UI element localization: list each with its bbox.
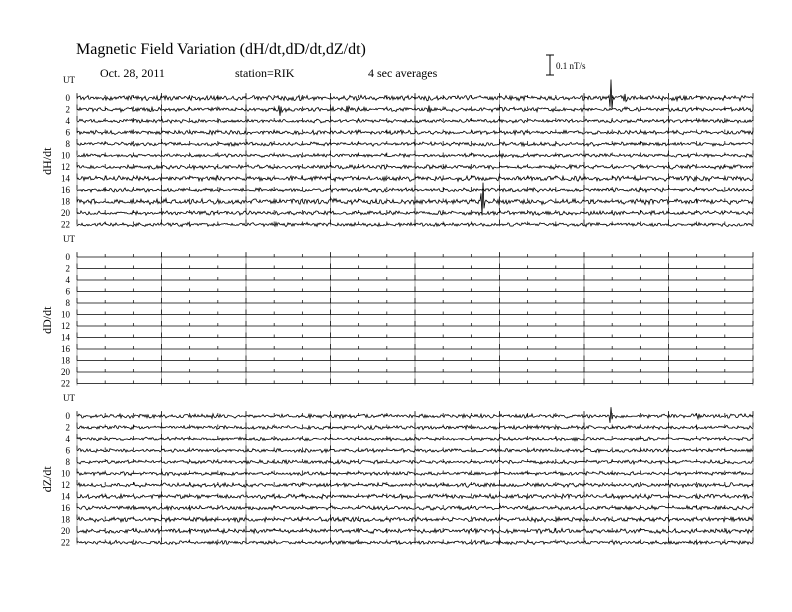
row-label: 2 (65, 263, 70, 274)
row-label: 18 (61, 196, 70, 207)
row-label: 12 (61, 162, 70, 172)
row-label: 10 (61, 150, 70, 161)
row-label: 2 (65, 104, 70, 115)
row-label: 10 (61, 468, 70, 479)
row-label: 4 (65, 116, 70, 126)
station-label: station=RIK (235, 66, 295, 80)
row-label: 4 (65, 275, 70, 285)
scale-label: 0.1 nT/s (556, 61, 586, 71)
scale-bar (546, 55, 586, 75)
component-label: dZ/dt (40, 466, 54, 493)
row-label: 2 (65, 422, 70, 433)
row-label: 12 (61, 321, 70, 331)
row-label: 8 (65, 139, 70, 149)
row-label: 16 (61, 503, 70, 513)
row-label: 6 (65, 445, 70, 456)
averaging-label: 4 sec averages (368, 66, 438, 80)
row-label: 14 (61, 332, 70, 343)
ut-axis-label: UT (63, 75, 75, 85)
chart-title: Magnetic Field Variation (dH/dt,dD/dt,dZ/dt) (76, 41, 366, 58)
row-label: 22 (61, 537, 70, 548)
row-label: 10 (61, 309, 70, 320)
row-label: 22 (61, 219, 70, 230)
ut-axis-label: UT (63, 393, 75, 403)
component-panels (40, 75, 753, 548)
panel-dd-dt (40, 234, 753, 389)
row-label: 0 (65, 252, 70, 262)
row-label: 22 (61, 378, 70, 389)
row-label: 14 (61, 491, 70, 502)
row-label: 6 (65, 127, 70, 138)
row-label: 16 (61, 185, 70, 195)
row-label: 12 (61, 480, 70, 490)
row-label: 6 (65, 286, 70, 297)
row-label: 4 (65, 434, 70, 444)
component-label: dH/dt (40, 147, 54, 175)
row-label: 18 (61, 514, 70, 525)
row-label: 20 (61, 526, 70, 536)
row-label: 0 (65, 411, 70, 421)
ut-axis-label: UT (63, 234, 75, 244)
row-label: 14 (61, 173, 70, 184)
row-label: 8 (65, 457, 70, 467)
row-label: 0 (65, 93, 70, 103)
panel-dh-dt (40, 75, 753, 230)
date-label: Oct. 28, 2011 (100, 66, 165, 80)
row-label: 20 (61, 208, 70, 218)
component-label: dD/dt (40, 306, 54, 334)
row-label: 20 (61, 367, 70, 377)
panel-dz-dt (40, 393, 753, 548)
row-label: 8 (65, 298, 70, 308)
row-label: 18 (61, 355, 70, 366)
row-label: 16 (61, 344, 70, 354)
